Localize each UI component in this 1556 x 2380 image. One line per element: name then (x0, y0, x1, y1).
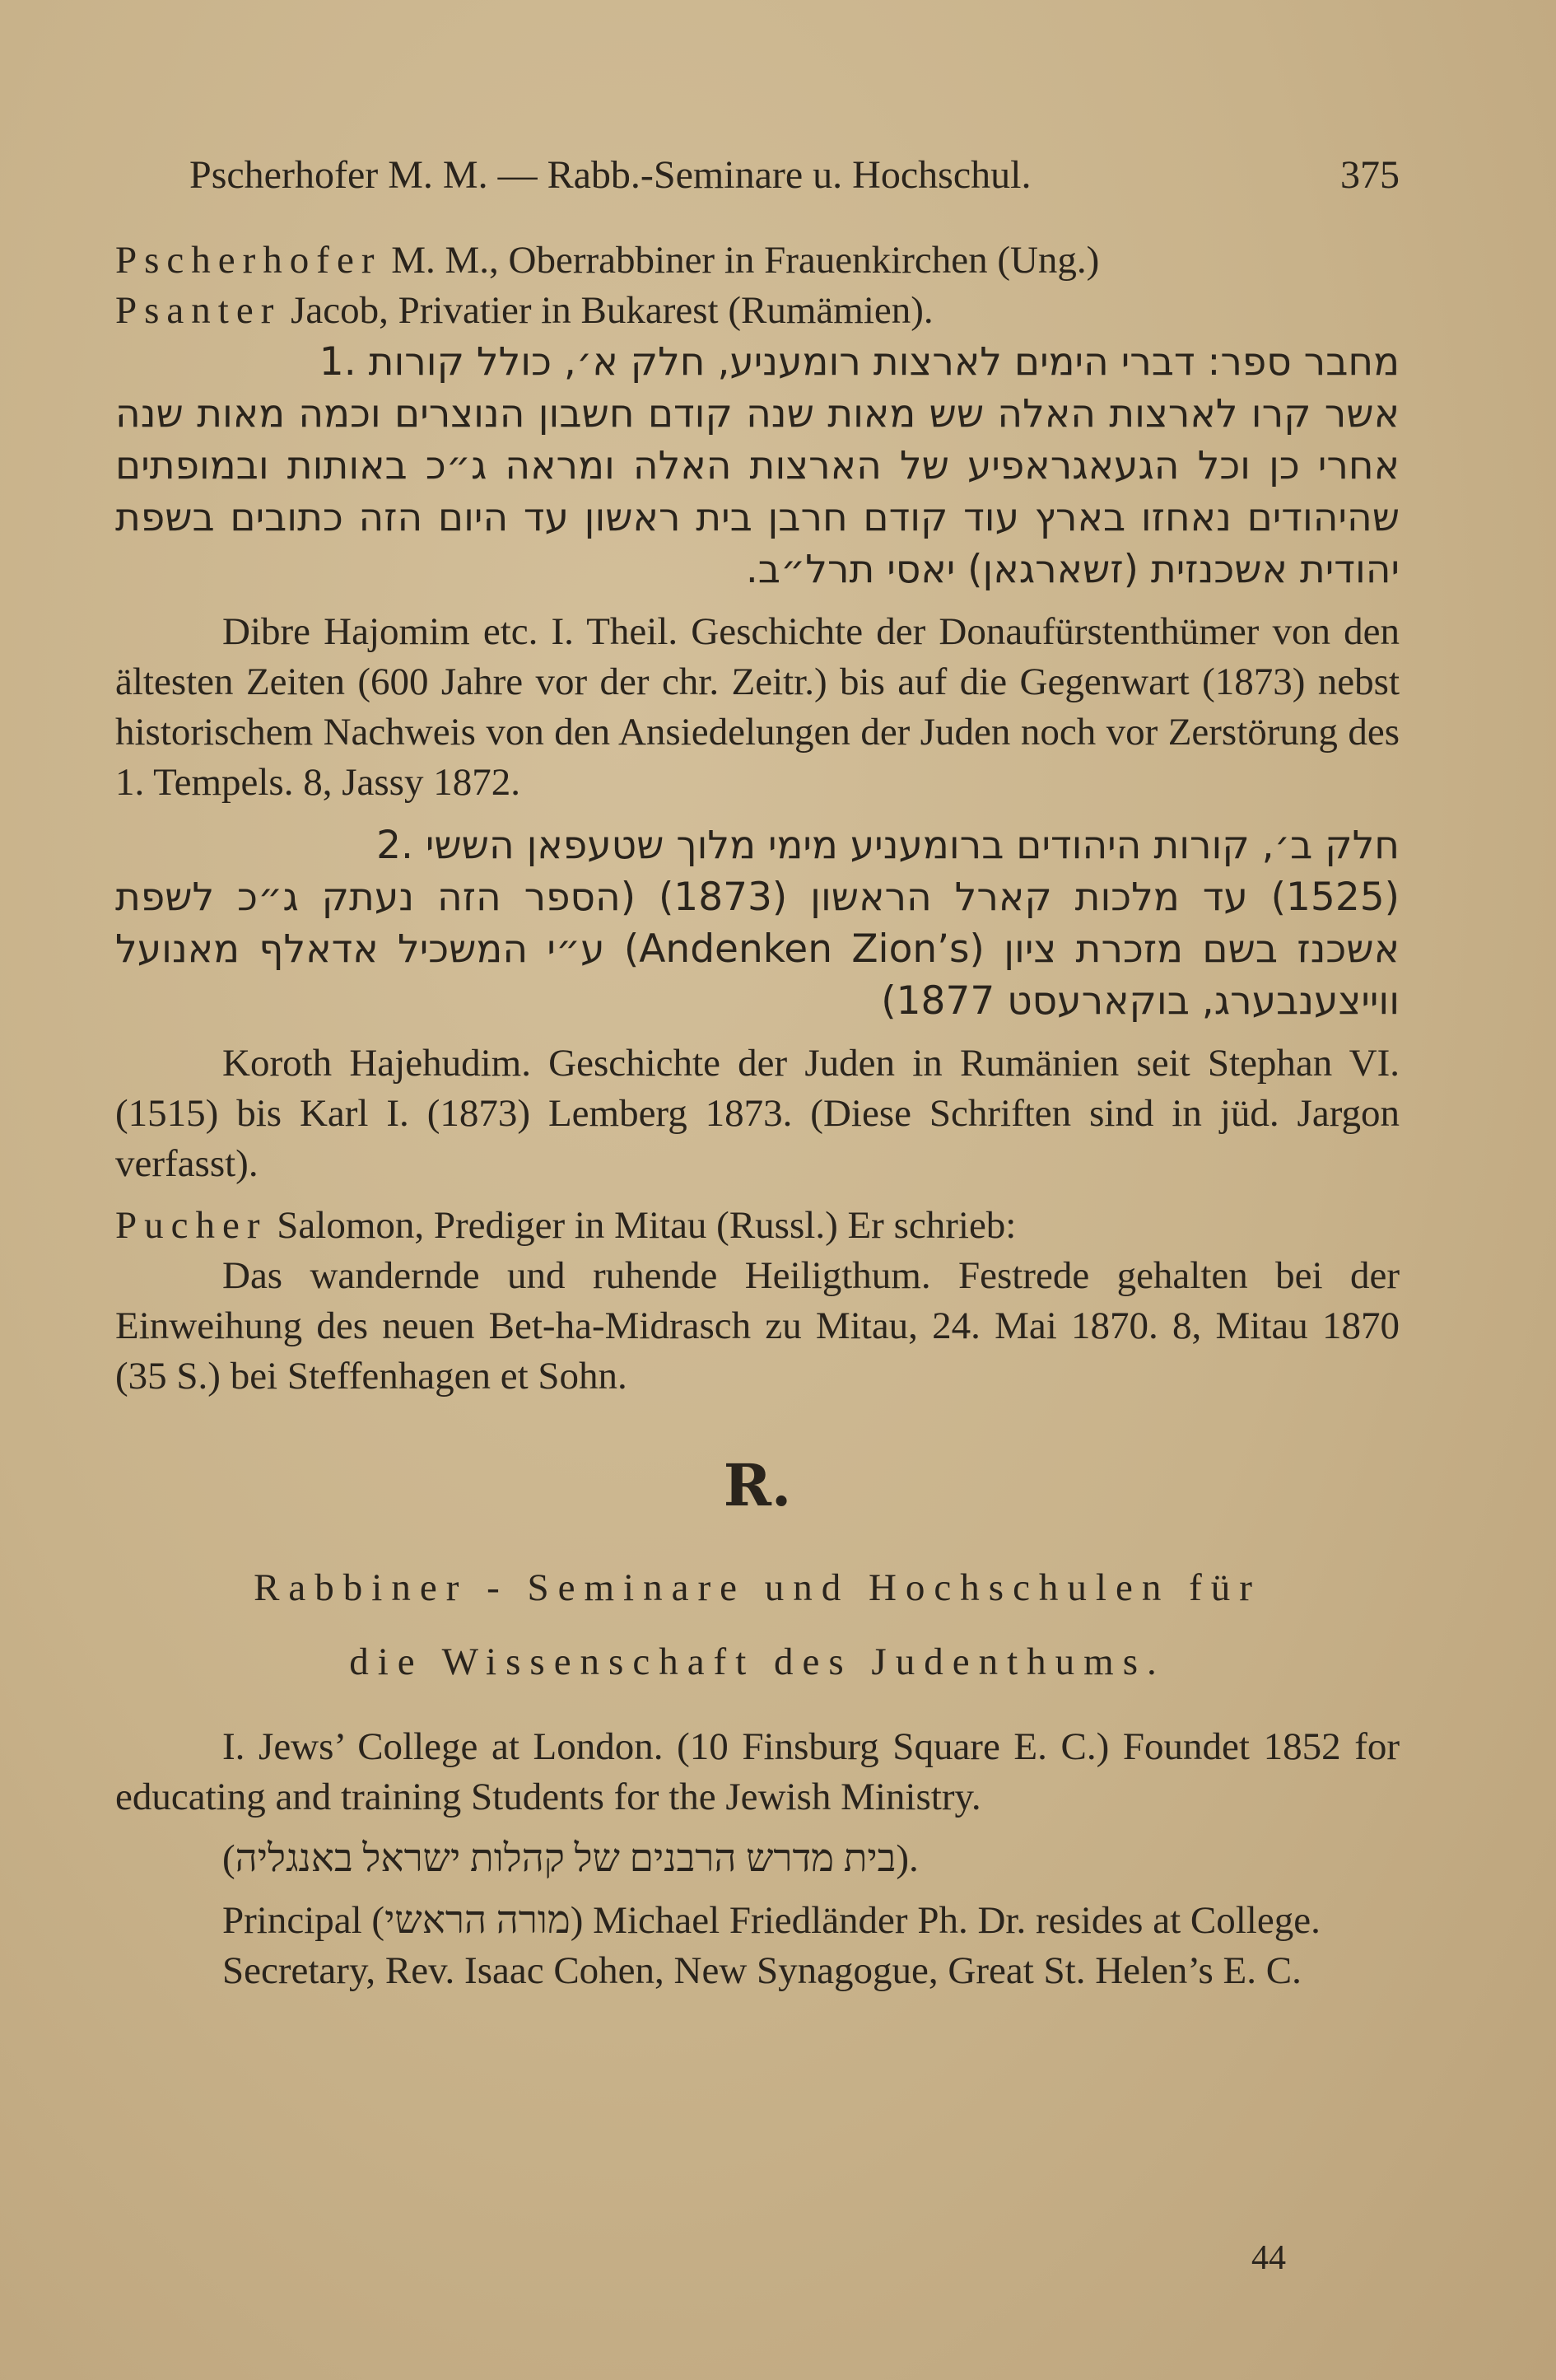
running-header (189, 152, 1400, 198)
entry-jews-college: I. Jews’ College at London. (10 Finsburg Square E. C.) Foundet 1852 for educating and training Students for the Jewish Ministry. (115, 1725, 1400, 1818)
entry-name: Psanter (115, 289, 282, 332)
entry-wandernde: Das wandernde und ruhende Heiligthum. Festrede gehalten bei der Einweihung des neuen Bet-ha-Midrasch zu Mitau, 24. Mai 1870. 8, Mitau 1870 (35 S.) bei Steffenhagen et Sohn. (115, 1254, 1400, 1398)
hebrew-title-2-body: (1525) עד מלכות קארל הראשון (1873) (הספר הזה נעתק ג״כ לשפת אשכנז בשם מזכרת ציון (Andenken Zion’s) ע״י המשכיל אדאלף מאנועל ווייצענבערג, בוקארעסט 1877) (115, 875, 1400, 1024)
hebrew-title-1-line: מחבר ספר: דברי הימים לארצות רומעניע, חלק א׳, כולל קורות .1 (319, 339, 1400, 385)
entry-principal: Principal (מורה הראשי) Michael Friedländer Ph. Dr. resides at College. (222, 1899, 1321, 1942)
entry-dibre-hajomim: Dibre Hajomim etc. I. Theil. Geschichte der Donaufürstenthümer von den ältesten Zeiten (600 Jahre vor der chr. Zeitr.) bis auf die Gegenwart (1873) nebst historischem Nachweis von den Ansiedelungen der Juden noch vor Zerstörung des 1. Tempels. 8, Jassy 1872. (115, 610, 1400, 804)
entry-text: M. M., Oberrabbiner in Frauenkirchen (Ung.) (381, 239, 1100, 282)
entry-name: Pucher (115, 1204, 268, 1247)
entry-name: Pscherhofer (115, 239, 382, 282)
entry-psanter (115, 286, 1400, 336)
signature-number: 44 (1251, 2239, 1286, 2277)
hebrew-title-1-body: אשר קרו לארצות האלה שש מאות שנה קודם חשבון הנוצרים וכמה מאות שנה אחרי כן וכל הגעאגראפיע של הארצות האלה ומראה ג״כ באותות ובמופתים שהיהודים נאחזו בארץ עוד קודם חרבן בית ראשון עד היום הזה כתובים בשפת יהודית אשכנזית (זשארגאן) יאסי תרל״ב. (115, 391, 1400, 592)
section-title-line-2: die Wissenschaft des Judenthums. (349, 1640, 1166, 1683)
entry-koroth: Koroth Hajehudim. Geschichte der Juden in Rumänien seit Stephan VI. (1515) bis Karl I. (1873) Lemberg 1873. (Diese Schriften sind in jüd. Jargon verfasst). (115, 1042, 1400, 1185)
section-letter: R. (723, 1451, 792, 1519)
entry-text: Salomon, Prediger in Mitau (Russl.) Er schrieb: (267, 1204, 1017, 1247)
entry-text: Jacob, Privatier in Bukarest (Rumämien). (281, 289, 934, 332)
entry-pucher (115, 1201, 1400, 1251)
section-title-line-1: Rabbiner - Seminare und Hochschulen für (254, 1566, 1261, 1609)
hebrew-title-2-line: חלק ב׳, קורות היהודים ברומעניע מימי מלוך שטעפאן הששי .2 (376, 823, 1400, 868)
running-title: Pscherhofer M. M. — Rabb.-Seminare u. Hochschul. (189, 153, 1032, 197)
page-number: 375 (1340, 153, 1400, 197)
entry-secretary: Secretary, Rev. Isaac Cohen, New Synagogue, Great St. Helen’s E. C. (222, 1949, 1302, 1992)
entry-pscherhofer (115, 236, 1400, 286)
entry-college-hebrew: (בית מדרש הרבנים של קהלות ישראל באנגליה). (222, 1837, 919, 1880)
